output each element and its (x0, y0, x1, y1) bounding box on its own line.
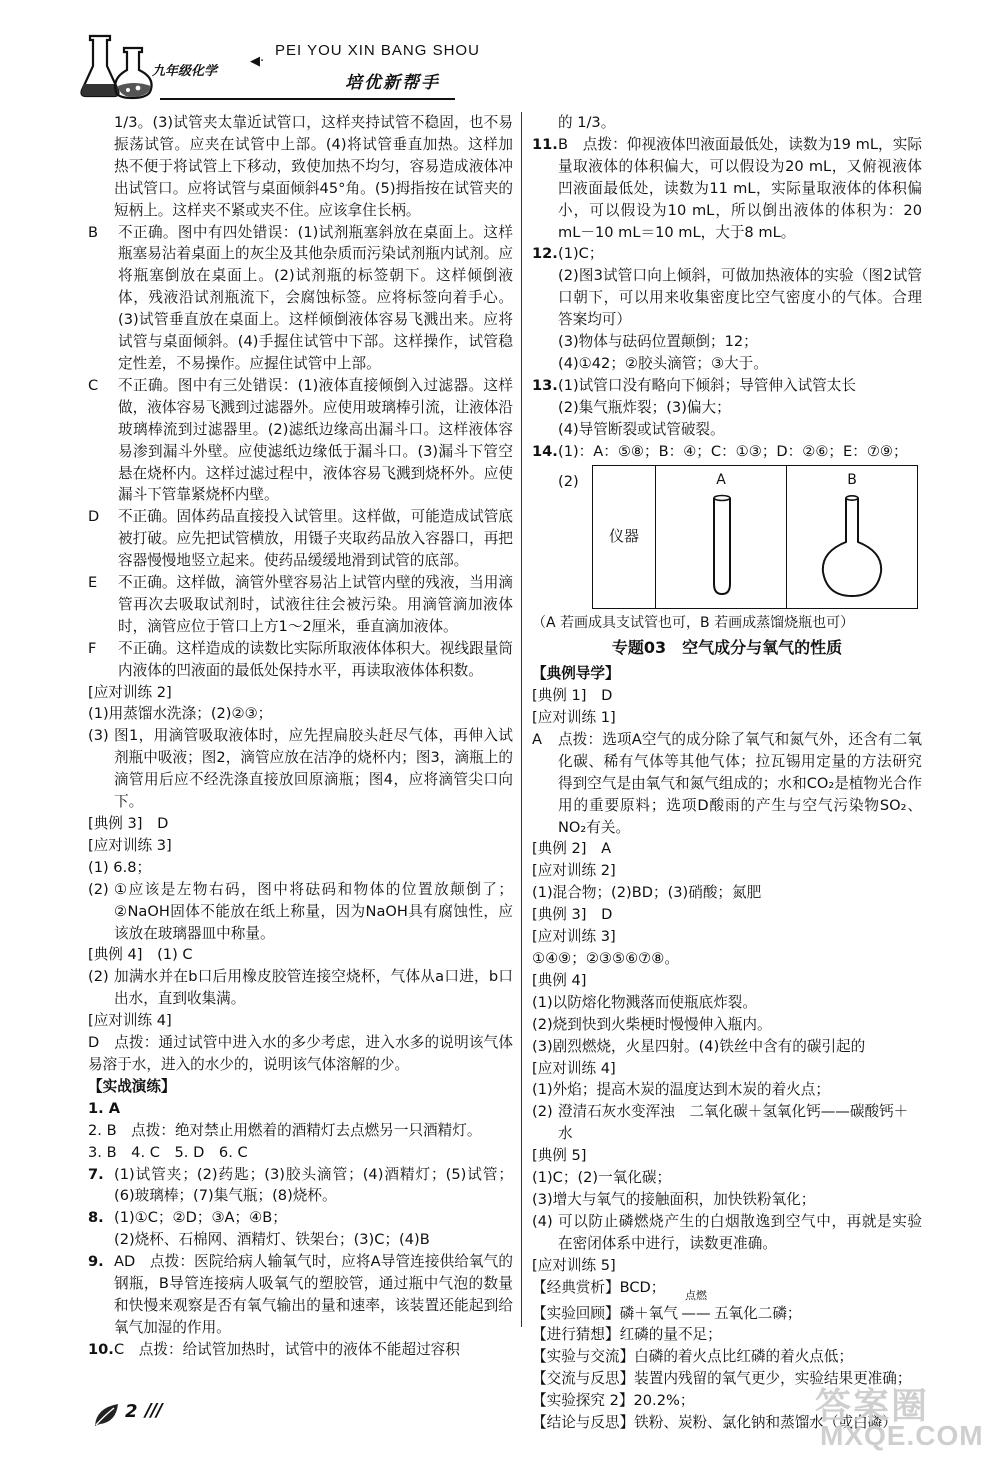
training-heading: [应对训练 3] (532, 928, 616, 946)
left-column (88, 112, 513, 1361)
training-answer: (1)用蒸馏水洗涤；(2)②③； (88, 705, 273, 723)
item-text: 不正确。这样做，滴管外壁容易沾上试管内壁的残液，当用滴管再次去吸取试剂时，试液往往会被污染。用滴管滴加液体时，滴管应位于管口上方1～2厘米，垂直滴加液体。 (118, 574, 513, 635)
sub-text: 图1，用滴管吸取液体时，应先捏扁胶头赶尽气体，再伸入试剂瓶中吸液；图2，滴管应放在洁净的烧杯内；图3，滴瓶上的滴管用后应不经洗涤直接放回原滴瓶；图4，应将滴管尖口向下。 (114, 727, 513, 811)
question-number: 14. (532, 442, 558, 460)
conclusion: 【结论与反思】铁粉、炭粉、氯化钠和蒸馏水（或白磷） (532, 1414, 897, 1432)
apparatus-header: 仪器 (593, 465, 656, 609)
training-heading: [应对训练 4] (88, 1012, 172, 1030)
item-label: C (88, 376, 99, 394)
question-number: 7. (88, 1165, 104, 1183)
sub-label: (2) (88, 968, 109, 986)
watermark-url: MXQE.COM (820, 1420, 984, 1451)
experiment-review (532, 1288, 922, 1325)
example-answer: (1)C；(2)一氧化碳； (532, 1169, 672, 1187)
training-heading: [应对训练 1] (532, 709, 616, 727)
review-text: 【实验回顾】磷＋氧气 (532, 1304, 678, 1322)
training-answer (88, 725, 513, 813)
answer-item (532, 134, 922, 244)
example-heading: [典例 1] D (532, 687, 613, 705)
answer-letter: A (532, 730, 542, 748)
example-heading: [典例 4] (1) C (88, 946, 193, 964)
item-label: D (88, 508, 100, 526)
example-answer: (1)以防熔化物溅落而使瓶底炸裂。 (532, 993, 757, 1011)
question-number: 10. (88, 1340, 114, 1358)
section-title: 专题03 空气成分与氧气的性质 (611, 638, 843, 658)
training-answer: (1) 6.8； (88, 858, 152, 876)
reflection: 【交流与反思】装置内残留的氧气更少，实验结果更准确； (532, 1370, 912, 1388)
figure-note: （A 若画成具支试管也可，B 若画成蒸馏烧瓶也可） (532, 615, 855, 632)
training-answer (532, 729, 922, 839)
item-text: 不正确。图中有三处错误：(1)液体直接倾倒入过滤器。这样做，液体容易飞溅到过滤器外。应使用玻璃棒引流，让液体沿玻璃棒流到过滤器里。(2)滤纸边缘高出漏斗口。这样液体容易渗到漏斗外壁。应使滤纸边缘低于漏斗口。(3)漏斗下管空悬在烧杯内。这样过滤过程中，液体容易飞溅到烧杯外。应使漏斗下管靠紧烧杯内壁。 (118, 376, 513, 504)
sub-label: (2) (88, 880, 109, 898)
question-answer: B 点拨：仰视液体凹液面最低处，读数为19 mL，实际量取液体的体积偏大，可以假设为20 mL，又俯视液体凹液面最低处，读数为11 mL，实际量取液体的体积偏小，可以假设为10 mL，所以倒出液体的体积为：20 mL－10 mL＝10 mL，大于8 mL。 (558, 135, 922, 241)
header-rule (160, 98, 455, 100)
answer-item (88, 1339, 513, 1361)
answer-item (532, 375, 922, 397)
sub-text: 澄清石灰水变浑浊 二氧化碳＋氢氧化钙——碳酸钙＋水 (558, 1103, 909, 1143)
question-answer: (1)：A：⑤⑧；B：④；C：①③；D：②⑥；E：⑦⑨； (558, 442, 908, 460)
answer-item (88, 1207, 513, 1251)
question-number: 11. (532, 135, 558, 153)
question-answer: (1)试管口没有略向下倾斜；导管伸入试管太长 (558, 376, 856, 394)
apparatus-table (592, 465, 918, 610)
apparatus-label-a: A (716, 471, 726, 488)
training-heading: [应对训练 3] (88, 836, 172, 854)
apparatus-cell-a (656, 465, 787, 609)
question-number: 13. (532, 376, 558, 394)
experiment-exchange: 【实验与交流】白磷的着火点比红磷的着火点低； (532, 1348, 854, 1366)
watermark-logo: 答案圈 (815, 1386, 930, 1427)
answer-item (88, 572, 513, 638)
example-answer (532, 1211, 922, 1255)
training-heading: [应对训练 4] (532, 1059, 616, 1077)
sub-text: (4)①42；②胶头滴管；③大于。 (558, 354, 768, 372)
experiment-explore: 【实验探究 2】20.2%； (532, 1392, 695, 1410)
sub-text: (2)图3试管口向上倾斜，可做加热液体的实验（图2试管口朝下，可以用来收集密度比空气密度小的气体。合理答案均可） (558, 267, 922, 329)
item-label: F (88, 639, 97, 657)
answer-item (88, 1251, 513, 1339)
example-answer: (3)增大与氧气的接触面积，加快铁粉氧化； (532, 1190, 816, 1208)
question-answer: C 点拨：给试管加热时，试管中的液体不能超过容积 (114, 1340, 460, 1358)
item-label: E (88, 574, 98, 592)
answer-explanation: 点拨：选项A空气的成分除了氧气和氮气外，还含有二氧化碳、稀有气体等其他气体；拉瓦锡用定量的方法研究得到空气是由氧气和氮气组成的；水和CO₂是植物光合作用的重要原料；选项D酸雨的产生与空气污染物SO₂、NO₂有关。 (558, 730, 922, 836)
training-answer: ①④⑨；②③⑤⑥⑦⑧。 (532, 950, 679, 967)
example-heading: [典例 3] D (532, 906, 613, 924)
answer-item (88, 222, 513, 375)
header-arrow-icon: ◀· (250, 54, 265, 69)
training-answer: (1)混合物；(2)BD；(3)硝酸；氮肥 (532, 884, 762, 902)
left-paragraph: 1/3。(3)试管夹太靠近试管口，这样夹持试管不稳固，也不易振荡试管。应夹在试管中上部。(4)将试管垂直加热。这样加热不便于将试管上下移动，致使加热不均匀，容易造成液体冲出试管口。应将试管与桌面倾斜45°角。(5)拇指按在试管夹的短柄上。这样夹不紧或夹不住。应该拿住长柄。 (114, 114, 513, 219)
question-answer: (1)试管夹；(2)药匙；(3)胶头滴管；(4)酒精灯；(5)试管；(6)玻璃棒；(7)集气瓶；(8)烧杯。 (114, 1165, 513, 1205)
reaction-condition: 点燃 (684, 1288, 707, 1302)
question-number: 9. (88, 1253, 104, 1271)
example-answer: (2)烧到快到火柴梗时慢慢伸入瓶内。 (532, 1015, 772, 1033)
sub-label: (2) (532, 1103, 553, 1121)
question-number: 8. (88, 1209, 104, 1227)
sub-label: (4) (532, 1212, 553, 1230)
answer-item (532, 243, 922, 265)
example-heading: [典例 4] (532, 971, 587, 989)
reaction-arrow (678, 1288, 714, 1325)
classic-analysis: 【经典赏析】BCD； (532, 1278, 666, 1296)
training-heading: [应对训练 2] (88, 683, 172, 701)
figure-label: (2) (558, 472, 579, 490)
sub-text: (4)导管断裂或试管破裂。 (558, 420, 725, 438)
apparatus-label-b: B (847, 471, 857, 488)
arrow-line: —— (681, 1304, 711, 1322)
beaker-logo-icon (80, 30, 160, 100)
training-answer (532, 1101, 922, 1145)
answer-item (88, 638, 513, 682)
training-heading: [应对训练 5] (532, 1256, 616, 1274)
example-heading: [典例 2] A (532, 840, 612, 858)
book-title: 培优新帮手 (345, 73, 440, 93)
answer-item (88, 1164, 513, 1208)
example-heading: [典例 3] D (88, 815, 169, 832)
answer-item (532, 441, 922, 463)
sub-text: (2)烧杯、石棉网、酒精灯、铁架台；(3)C；(4)B (114, 1231, 430, 1249)
item-label: B (88, 223, 99, 241)
sub-text: (2)集气瓶炸裂；(3)偏大； (558, 398, 731, 416)
item-text: 不正确。图中有四处错误：(1)试剂瓶塞斜放在桌面上。这样瓶塞易沾着桌面上的灰尘及其他杂质而污染试剂瓶内试剂。应将瓶塞倒放在桌面上。(2)试剂瓶的标签朝下。这样倾倒液体，残液沿试剂瓶流下，会腐蚀标签。应将标签向着手心。(3)试管垂直放在桌面上。这样倾倒液体容易飞溅出来。应将试管与桌面倾斜。(4)手握住试管中下部。这样操作，试管稳定性差，不易操作。应握住试管中上部。 (118, 223, 513, 372)
hypothesis: 【进行猜想】红磷的量不足； (532, 1326, 722, 1344)
sub-text: 可以防止磷燃烧产生的白烟散逸到空气中，再就是实验在密闭体系中进行，读数更准确。 (558, 1212, 922, 1252)
sub-text: 加满水并在b口后用橡皮胶管连接空烧杯，气体从a口进，b口出水，直到收集满。 (114, 968, 513, 1008)
apparatus-cell-b (787, 465, 918, 609)
guide-heading: 【典例导学】 (532, 665, 620, 683)
leaf-icon (92, 1400, 122, 1430)
sub-text: ①应该是左物右码，图中将砝码和物体的位置放颠倒了；②NaOH固体不能放在纸上称量，因为NaOH具有腐蚀性，应该放在玻璃器皿中称量。 (114, 880, 513, 942)
continued-text: 的 1/3。 (558, 114, 616, 131)
review-product: 五氧化二磷； (713, 1304, 802, 1322)
right-column (532, 112, 922, 1434)
question-answer: AD 点拨：医院给病人输氧气时，应将A导管连接供给氧气的钢瓶，B导管连接病人吸氧气的塑胶管，通过瓶中气泡的数量和快慢来观察是否有氧气输出的量和速率，该装置还能起到给氧气加湿的作用。 (114, 1253, 513, 1336)
question-answer (114, 1207, 513, 1251)
page-number-decoration: /// (145, 1400, 162, 1421)
sub-label: (3) (88, 727, 109, 745)
column-divider (521, 112, 522, 1327)
practice-heading: 【实战演练】 (88, 1077, 176, 1095)
page-number: 2 (125, 1401, 138, 1422)
item-text: 不正确。固体药品直接投入试管里。这样做，可能造成试管底被打破。应先把试管横放，用镊子夹取药品放入容器口，再把容器慢慢地竖立起来。使药品缓缓地滑到试管的底部。 (118, 508, 513, 570)
training-answer: (1)外焰；提高木炭的温度达到木炭的着火点； (532, 1081, 830, 1099)
example-answer: (3)剧烈燃烧，火星四射。(4)铁丝中含有的碳引起的 (532, 1037, 866, 1055)
series-name: 九年级化学 (152, 64, 218, 79)
header-pinyin: PEI YOU XIN BANG SHOU (275, 42, 480, 59)
training-heading: [应对训练 2] (532, 862, 616, 880)
example-answer (88, 966, 513, 1010)
answer-item (88, 506, 513, 572)
training-answer (88, 879, 513, 945)
example-heading: [典例 5] (532, 1147, 587, 1165)
apparatus-figure (532, 465, 922, 610)
answer-line: 1. A (88, 1099, 121, 1117)
question-answer: (1)C； (558, 245, 604, 263)
sub-text: (3)物体与砝码位置颠倒；12； (558, 333, 758, 351)
sub-text: (1)①C；②D；③A；④B； (114, 1209, 287, 1227)
answer-line: 3. B 4. C 5. D 6. C (88, 1143, 248, 1161)
question-number: 12. (532, 245, 558, 263)
answer-line: 2. B 点拨：绝对禁止用燃着的酒精灯去点燃另一只酒精灯。 (88, 1121, 482, 1139)
item-text: 不正确。这样造成的读数比实际所取液体体积大。视线跟量筒内液体的凹液面的最低处保持水平，再读取液体体积数。 (118, 639, 513, 679)
training-answer: D 点拨：通过试管中进入水的多少考虑，进入水多的说明该气体易溶于水，进入的水少的，说明该气体溶解的少。 (88, 1034, 513, 1073)
answer-item (88, 375, 513, 506)
